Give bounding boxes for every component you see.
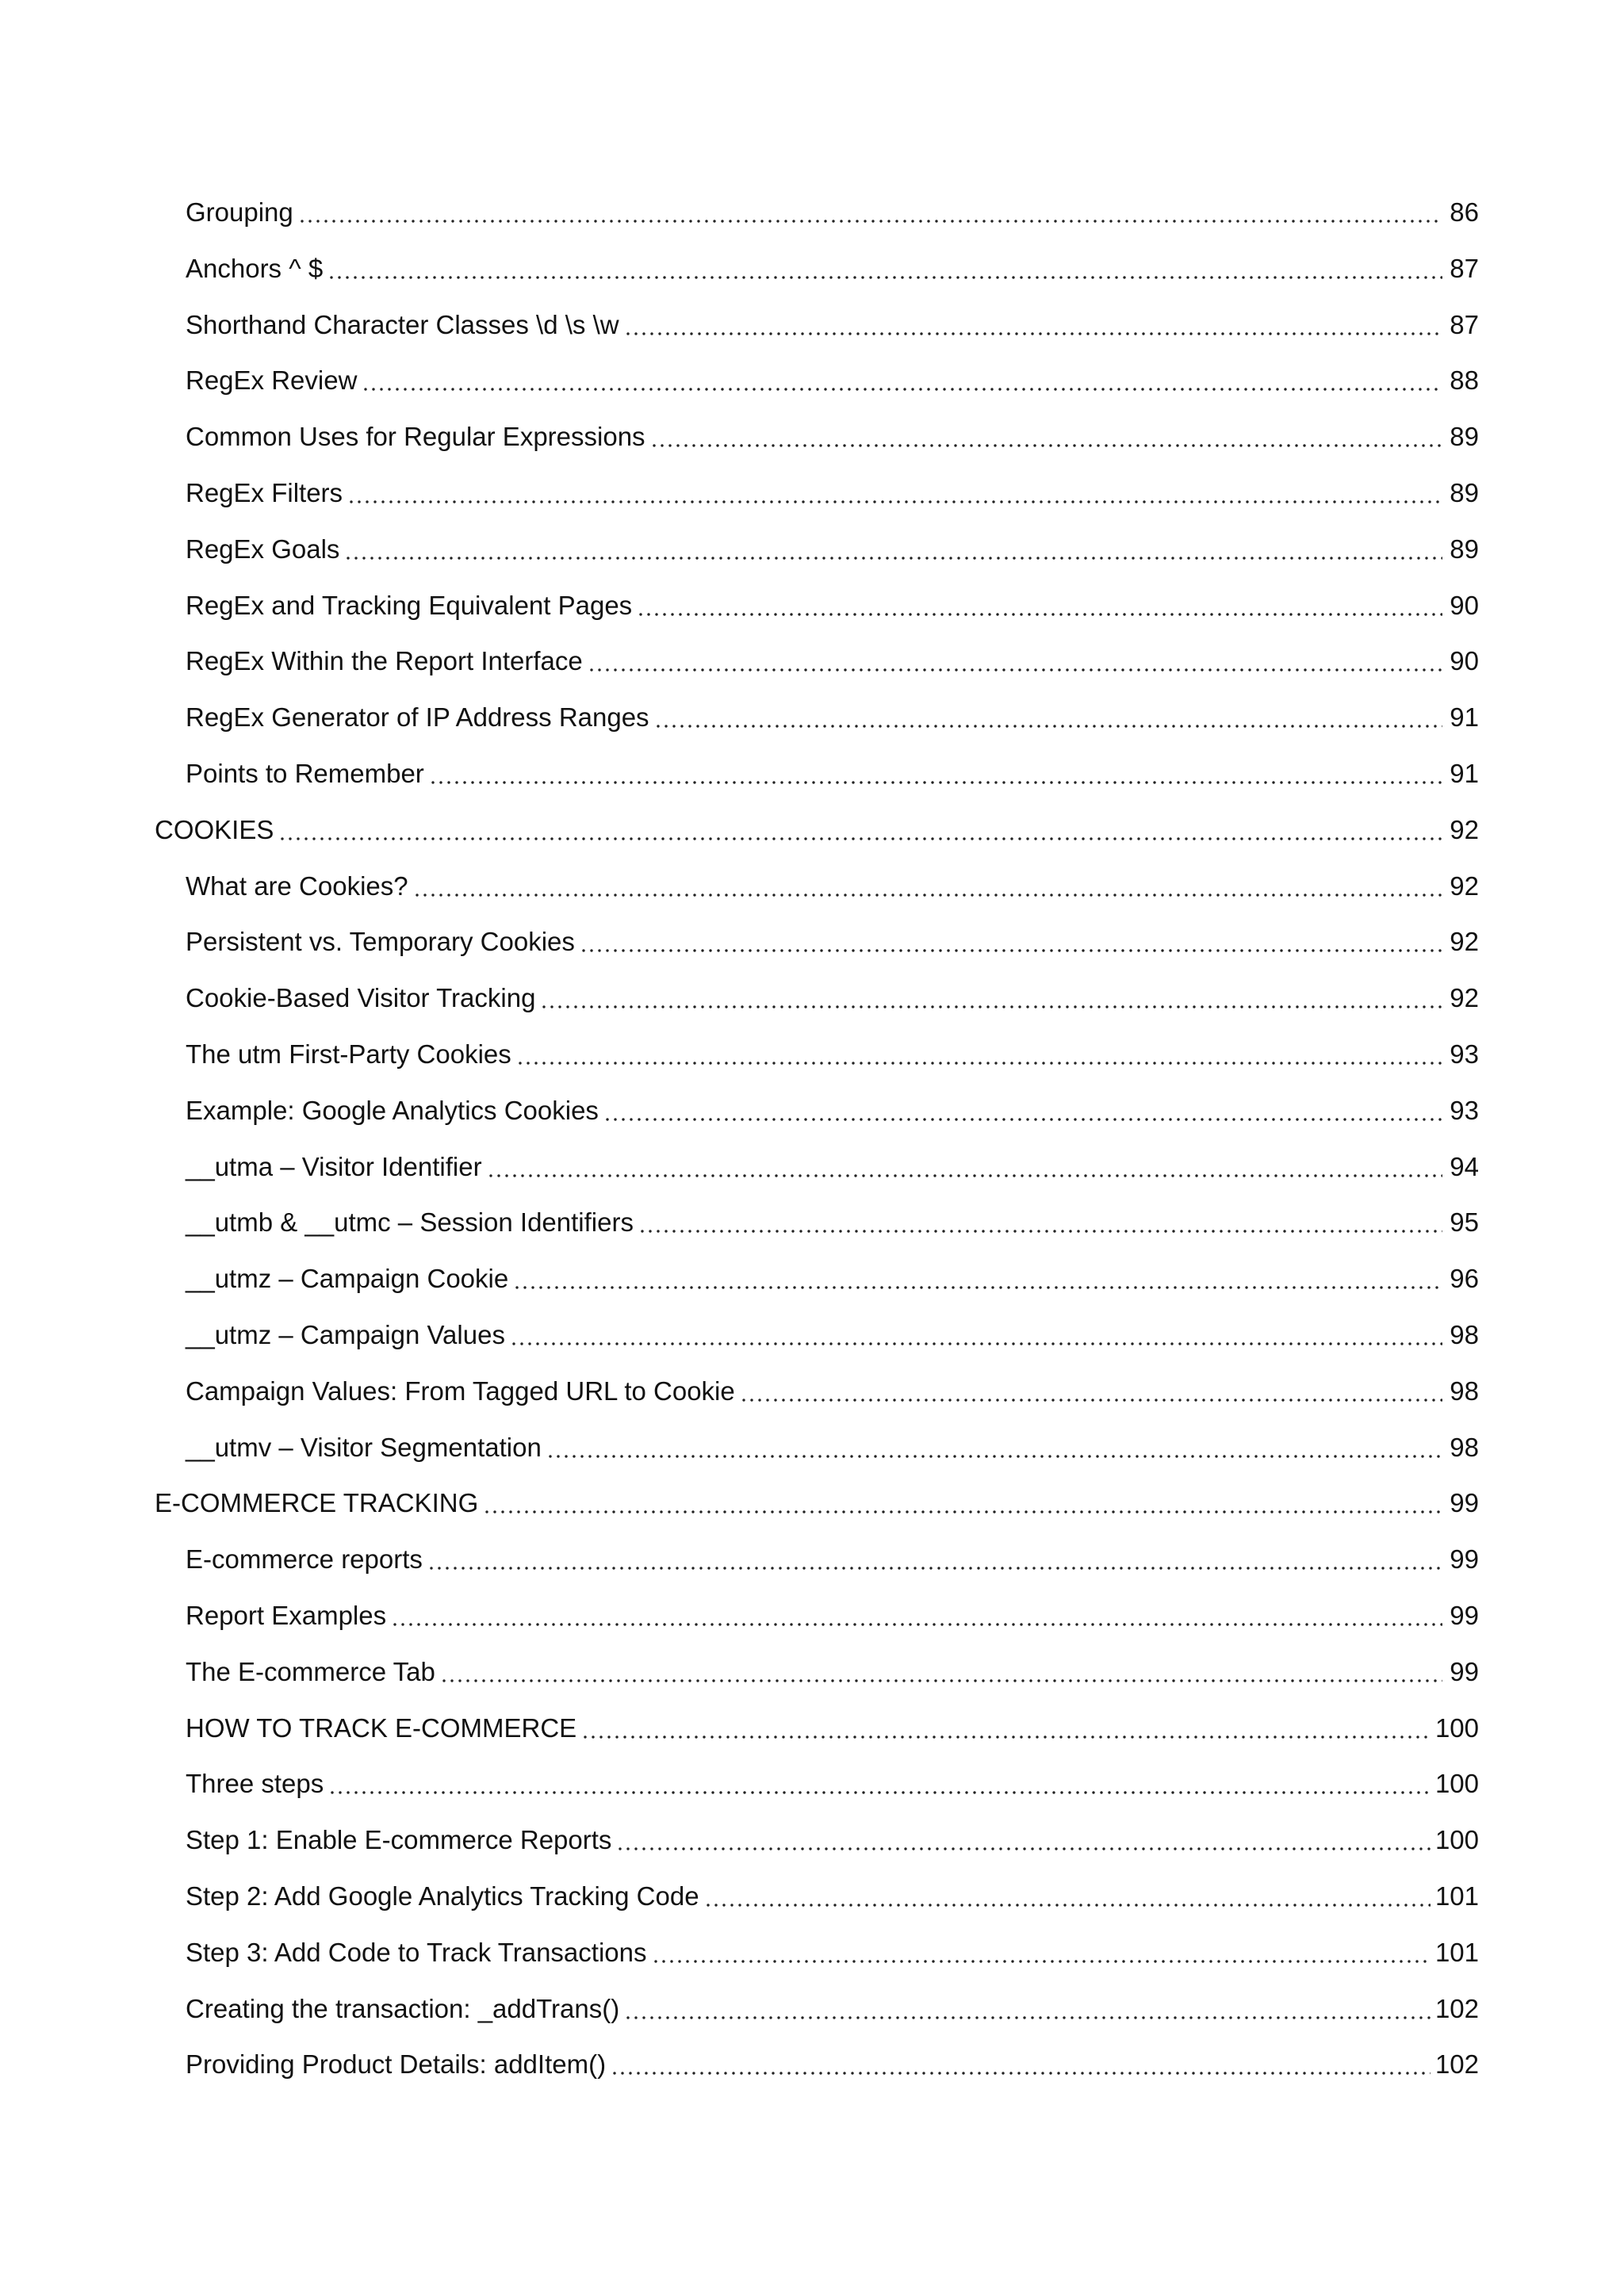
toc-entry-title: __utmz – Campaign Values <box>186 1319 505 1349</box>
toc-dot-leader <box>650 414 1442 449</box>
toc-entry[interactable] <box>155 1536 1479 1593</box>
toc-dot-leader <box>611 2042 1431 2076</box>
toc-entry-title: RegEx and Tracking Equivalent Pages <box>186 590 633 620</box>
toc-page-number: 90 <box>1450 646 1479 676</box>
toc-entry-title: __utmz – Campaign Cookie <box>186 1264 509 1294</box>
toc-entry[interactable] <box>155 1986 1479 2042</box>
toc-dot-leader <box>391 1593 1442 1628</box>
toc-dot-leader <box>603 1088 1442 1123</box>
toc-entry[interactable] <box>155 1593 1479 1649</box>
toc-page-number: 89 <box>1450 477 1479 507</box>
toc-entry[interactable] <box>155 358 1479 414</box>
toc-dot-leader <box>624 302 1442 337</box>
toc-entry[interactable] <box>155 1873 1479 1930</box>
toc-entry-title: Cookie-Based Visitor Tracking <box>186 983 536 1013</box>
toc-page-number: 100 <box>1434 1825 1479 1855</box>
toc-page-number: 87 <box>1450 253 1479 283</box>
toc-entry[interactable] <box>155 302 1479 358</box>
toc-entry-title: Anchors ^ $ <box>186 253 324 283</box>
toc-entry[interactable] <box>155 1817 1479 1873</box>
toc-entry[interactable] <box>155 1761 1479 1817</box>
toc-dot-leader <box>328 1761 1431 1796</box>
toc-entry-title: Creating the transaction: _addTrans() <box>186 1993 620 2023</box>
toc-entry-title: Providing Product Details: addItem() <box>186 2049 607 2080</box>
toc-page-number: 98 <box>1450 1432 1479 1462</box>
toc-dot-leader <box>487 1144 1442 1179</box>
toc-page-number: 92 <box>1450 927 1479 957</box>
toc-dot-leader <box>516 1031 1442 1066</box>
toc-section-entry[interactable] <box>155 1480 1479 1536</box>
toc-page-number: 102 <box>1434 1993 1479 2023</box>
toc-dot-leader <box>413 863 1442 898</box>
toc-page-number: 94 <box>1450 1151 1479 1181</box>
toc-entry[interactable] <box>155 1930 1479 1986</box>
toc-page-number: 99 <box>1450 1600 1479 1630</box>
toc-entry-title: Report Examples <box>186 1600 387 1630</box>
toc-entry[interactable] <box>155 2042 1479 2098</box>
toc-entry[interactable] <box>155 695 1479 751</box>
toc-entry-title: Campaign Values: From Tagged URL to Cookie <box>186 1376 735 1406</box>
toc-dot-leader <box>704 1873 1431 1908</box>
toc-entry[interactable] <box>155 1031 1479 1088</box>
toc-dot-leader <box>652 1930 1431 1965</box>
toc-section-entry[interactable] <box>155 807 1479 863</box>
toc-dot-leader <box>638 1200 1442 1234</box>
toc-entry-title: Common Uses for Regular Expressions <box>186 422 645 452</box>
toc-entry-title: RegEx Review <box>186 365 358 396</box>
toc-dot-leader <box>513 1256 1442 1291</box>
toc-entry[interactable] <box>155 189 1479 246</box>
toc-dot-leader <box>344 526 1442 561</box>
toc-dot-leader <box>440 1649 1442 1684</box>
toc-entry-title: __utmb & __utmc – Session Identifiers <box>186 1207 634 1238</box>
toc-entry-title: __utmv – Visitor Segmentation <box>186 1432 542 1462</box>
toc-page-number: 100 <box>1434 1769 1479 1799</box>
toc-page-number: 99 <box>1450 1544 1479 1575</box>
toc-page-number: 91 <box>1450 758 1479 788</box>
table-of-contents <box>155 189 1479 2098</box>
toc-dot-leader <box>327 246 1442 281</box>
toc-dot-leader <box>429 751 1442 786</box>
toc-page-number: 101 <box>1434 1937 1479 1967</box>
toc-dot-leader <box>588 638 1442 673</box>
toc-dot-leader <box>654 695 1442 729</box>
toc-entry-title: Persistent vs. Temporary Cookies <box>186 927 575 957</box>
toc-entry-title: Points to Remember <box>186 758 424 788</box>
toc-entry-title: Example: Google Analytics Cookies <box>186 1095 599 1125</box>
toc-page-number: 92 <box>1450 814 1479 844</box>
toc-entry-title: RegEx Within the Report Interface <box>186 646 583 676</box>
toc-entry[interactable] <box>155 751 1479 807</box>
toc-dot-leader <box>510 1312 1442 1347</box>
toc-entry[interactable] <box>155 1705 1479 1762</box>
toc-entry-title: RegEx Goals <box>186 534 340 564</box>
toc-entry-title: The utm First-Party Cookies <box>186 1039 511 1069</box>
toc-page-number: 87 <box>1450 309 1479 339</box>
toc-dot-leader <box>483 1480 1442 1515</box>
toc-entry-title: RegEx Filters <box>186 477 343 507</box>
toc-entry[interactable] <box>155 470 1479 526</box>
toc-dot-leader <box>298 189 1442 224</box>
toc-dot-leader <box>362 358 1442 392</box>
toc-entry-title: What are Cookies? <box>186 871 408 901</box>
toc-page-number: 93 <box>1450 1039 1479 1069</box>
toc-dot-leader <box>740 1368 1442 1403</box>
toc-page-number: 98 <box>1450 1376 1479 1406</box>
toc-entry-title: Step 1: Enable E-commerce Reports <box>186 1825 612 1855</box>
toc-page-number: 102 <box>1434 2049 1479 2080</box>
toc-page-number: 99 <box>1450 1488 1479 1518</box>
toc-entry-title: E-COMMERCE TRACKING <box>155 1488 479 1518</box>
toc-entry-title: Step 3: Add Code to Track Transactions <box>186 1937 647 1967</box>
toc-entry-title: Step 2: Add Google Analytics Tracking Code <box>186 1881 699 1911</box>
toc-entry-title: Three steps <box>186 1769 324 1799</box>
toc-dot-leader <box>637 583 1442 618</box>
toc-page-number: 88 <box>1450 365 1479 396</box>
toc-dot-leader <box>546 1425 1442 1460</box>
toc-entry[interactable] <box>155 1256 1479 1312</box>
toc-entry-title: The E-commerce Tab <box>186 1656 435 1686</box>
toc-page-number: 89 <box>1450 534 1479 564</box>
toc-entry[interactable] <box>155 1088 1479 1144</box>
toc-page-number: 98 <box>1450 1319 1479 1349</box>
toc-dot-leader <box>616 1817 1431 1852</box>
toc-entry-title: Grouping <box>186 197 293 227</box>
toc-dot-leader <box>581 1705 1431 1740</box>
toc-entry[interactable] <box>155 1425 1479 1481</box>
toc-dot-leader <box>540 975 1442 1010</box>
toc-dot-leader <box>427 1536 1442 1571</box>
toc-page-number: 92 <box>1450 871 1479 901</box>
toc-entry[interactable] <box>155 1144 1479 1200</box>
toc-entry[interactable] <box>155 1312 1479 1368</box>
toc-entry-title: HOW TO TRACK E-COMMERCE <box>186 1712 577 1743</box>
toc-entry[interactable] <box>155 863 1479 920</box>
toc-dot-leader <box>278 807 1442 842</box>
toc-page-number: 92 <box>1450 983 1479 1013</box>
toc-entry-title: Shorthand Character Classes \d \s \w <box>186 309 619 339</box>
toc-page-number: 93 <box>1450 1095 1479 1125</box>
toc-dot-leader <box>347 470 1442 505</box>
toc-page-number: 91 <box>1450 702 1479 733</box>
toc-entry-title: COOKIES <box>155 814 274 844</box>
toc-page-number: 90 <box>1450 590 1479 620</box>
toc-entry[interactable] <box>155 246 1479 302</box>
toc-entry[interactable] <box>155 526 1479 583</box>
toc-entry[interactable] <box>155 414 1479 470</box>
toc-page-number: 99 <box>1450 1656 1479 1686</box>
toc-entry[interactable] <box>155 919 1479 975</box>
toc-page-number: 89 <box>1450 422 1479 452</box>
toc-entry[interactable] <box>155 1368 1479 1425</box>
toc-dot-leader <box>624 1986 1431 2021</box>
toc-entry[interactable] <box>155 583 1479 639</box>
toc-dot-leader <box>580 919 1442 954</box>
toc-entry[interactable] <box>155 1649 1479 1705</box>
toc-entry-title: E-commerce reports <box>186 1544 423 1575</box>
toc-entry[interactable] <box>155 638 1479 695</box>
toc-page-number: 95 <box>1450 1207 1479 1238</box>
toc-entry[interactable] <box>155 975 1479 1031</box>
toc-entry-title: __utma – Visitor Identifier <box>186 1151 482 1181</box>
toc-entry[interactable] <box>155 1200 1479 1256</box>
toc-page-number: 86 <box>1450 197 1479 227</box>
toc-page-number: 100 <box>1434 1712 1479 1743</box>
toc-page-number: 96 <box>1450 1264 1479 1294</box>
toc-page-number: 101 <box>1434 1881 1479 1911</box>
toc-entry-title: RegEx Generator of IP Address Ranges <box>186 702 649 733</box>
